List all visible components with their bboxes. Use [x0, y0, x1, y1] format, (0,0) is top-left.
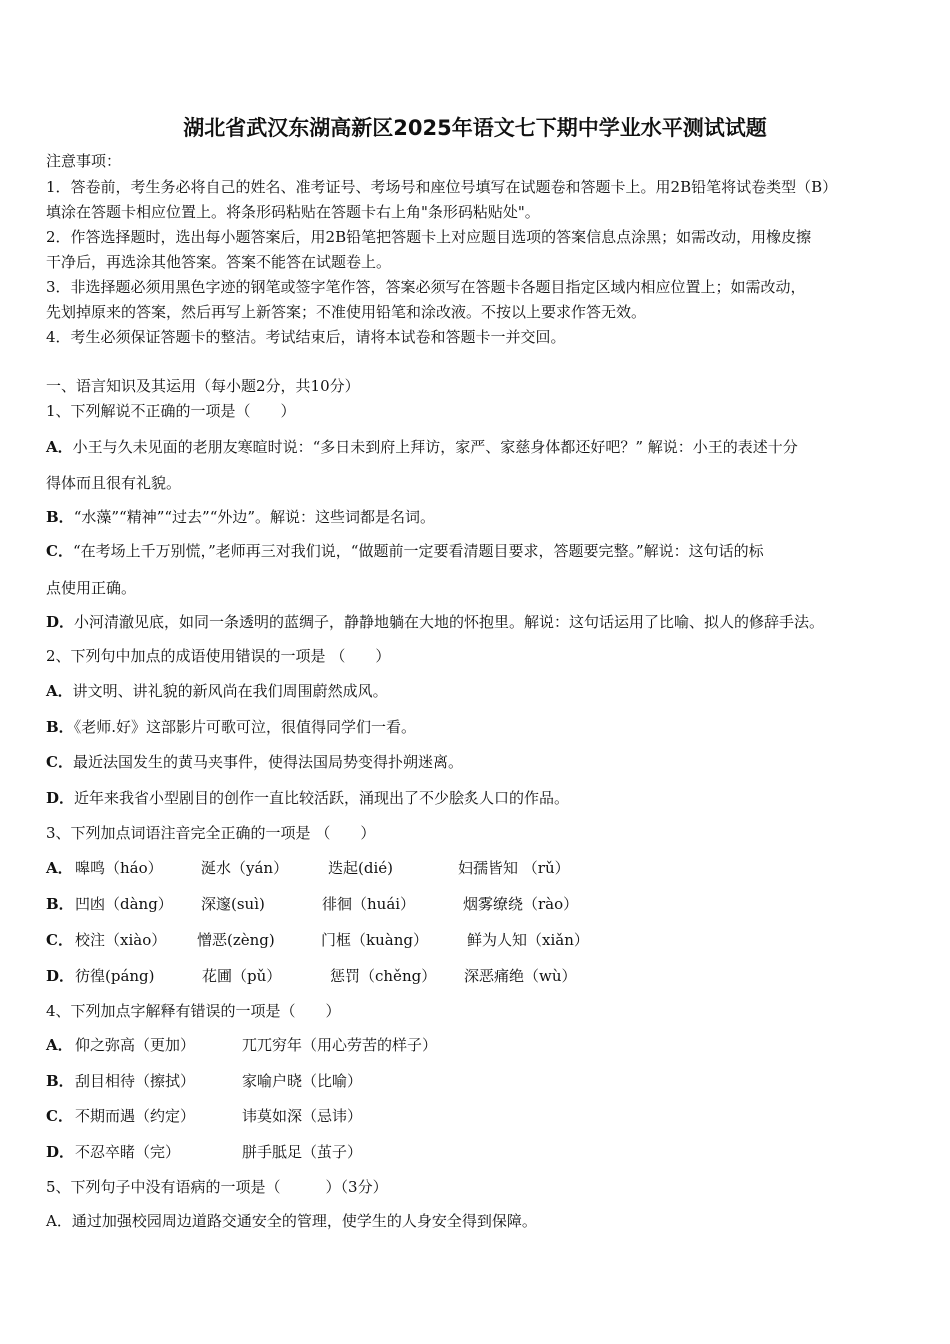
- q5-option-a: A．通过加强校园周边道路交通安全的管理，使学生的人身安全得到保障。: [46, 1212, 537, 1230]
- q2-option-d: [46, 788, 569, 808]
- q2-option-b: [46, 717, 416, 737]
- option-label: C．: [46, 1107, 73, 1125]
- pinyin-item: 鲜为人知（xiǎn）: [467, 931, 589, 949]
- page-title: 湖北省武汉东湖高新区2025年语文七下期中学业水平测试试题: [183, 116, 767, 140]
- pinyin-item: 徘徊（huái）: [322, 895, 416, 913]
- pinyin-item: 花圃（pǔ）: [202, 967, 282, 985]
- question-3-stem: 3、下列加点词语注音完全正确的一项是 （ ）: [46, 824, 376, 842]
- option-label: D．: [46, 789, 75, 807]
- q1-option-b: [46, 507, 435, 527]
- notice-line: 4．考生必须保证答题卡的整洁。考试结束后，请将本试卷和答题卡一并交回。: [46, 328, 566, 346]
- definition-item: 不忍卒睹（完）: [75, 1143, 181, 1161]
- question-4-stem: 4、下列加点字解释有错误的一项是（ ）: [46, 1002, 341, 1020]
- definition-item: 刮目相待（擦拭）: [75, 1072, 196, 1090]
- option-label: C．: [46, 753, 73, 771]
- notice-line: 先划掉原来的答案，然后再写上新答案；不准使用铅笔和涂改液。不按以上要求作答无效。: [46, 303, 647, 321]
- pinyin-item: 深恶痛绝（wù）: [464, 967, 577, 985]
- section-heading: 一、语言知识及其运用（每小题2分，共10分）: [46, 377, 360, 395]
- definition-item: 仰之弥高（更加）: [75, 1036, 196, 1054]
- definition-item: 胼手胝足（茧子）: [242, 1143, 363, 1161]
- q2-option-c: [46, 752, 463, 772]
- pinyin-item: 凹凼（dàng）: [75, 895, 173, 913]
- pinyin-item: 烟雾缭绕（rào）: [463, 895, 579, 913]
- option-label: A．: [46, 438, 73, 456]
- option-text: 讲文明、讲礼貌的新风尚在我们周围蔚然成风。: [72, 682, 388, 700]
- option-label: A．: [46, 859, 73, 877]
- option-label: B．: [46, 895, 74, 913]
- definition-item: 讳莫如深（忌讳）: [242, 1107, 363, 1125]
- option-label: A．: [46, 682, 73, 700]
- option-label: C．: [46, 542, 73, 560]
- option-label: D．: [46, 1143, 75, 1161]
- notice-line: 干净后，再选涂其他答案。答案不能答在试题卷上。: [46, 253, 392, 271]
- option-label: A．: [46, 1036, 73, 1054]
- option-text: “水藻”“精神”“过去”“外边”。解说：这些词都是名词。: [73, 508, 436, 526]
- q1-option-d: [46, 612, 824, 632]
- pinyin-item: 涎水（yán）: [201, 859, 289, 877]
- question-1-stem: 1、下列解说不正确的一项是（ ）: [46, 402, 296, 420]
- option-text: 最近法国发生的黄马夹事件，使得法国局势变得扑朔迷离。: [72, 753, 463, 771]
- q1-option-a: [46, 437, 798, 457]
- option-text: 《老师.好》这部影片可歌可泣，很值得同学们一看。: [73, 718, 416, 736]
- notice-line: 1．答卷前，考生务必将自己的姓名、准考证号、考场号和座位号填写在试题卷和答题卡上。用2B铅笔将试卷类型（B）: [46, 178, 838, 196]
- notice-line: 填涂在答题卡相应位置上。将条形码粘贴在答题卡右上角"条形码粘贴处"。: [46, 203, 540, 221]
- pinyin-item: 彷徨(páng): [75, 967, 155, 985]
- pinyin-item: 门框（kuàng）: [321, 931, 428, 949]
- option-label: C．: [46, 931, 73, 949]
- question-2-stem: 2、下列句中加点的成语使用错误的一项是 （ ）: [46, 647, 391, 665]
- definition-item: 家喻户晓（比喻）: [242, 1072, 363, 1090]
- notice-line: 3．非选择题必须用黑色字迹的钢笔或签字笔作答，答案必须写在答题卡各题目指定区域内相应位置上；如需改动，: [46, 278, 806, 296]
- pinyin-item: 妇孺皆知 （rǔ）: [458, 859, 570, 877]
- q2-option-a: [46, 681, 388, 701]
- pinyin-item: 深邃(suì): [201, 895, 265, 913]
- q1-option-a-cont: 得体而且很有礼貌。: [46, 474, 182, 492]
- notice-heading: 注意事项：: [46, 152, 122, 170]
- pinyin-item: 嗥鸣（háo）: [75, 859, 163, 877]
- option-label: B．: [46, 1072, 74, 1090]
- notice-line: 2．作答选择题时，选出每小题答案后，用2B铅笔把答题卡上对应题目选项的答案信息点涂黑；如需改动，用橡皮擦: [46, 228, 812, 246]
- option-text: 小王与久未见面的老朋友寒暄时说：“多日未到府上拜访，家严、家慈身体都还好吧？” 解说：小王的表述十分: [72, 438, 798, 456]
- option-label: D．: [46, 613, 75, 631]
- pinyin-item: 校注（xiào）: [75, 931, 167, 949]
- pinyin-item: 迭起(dié): [328, 859, 393, 877]
- option-text: “在考场上千万别慌，”老师再三对我们说，“做题前一定要看清题目要求，答题要完整。”解说：这句话的标: [72, 542, 764, 560]
- question-5-stem: 5、下列句子中没有语病的一项是（ ）（3分）: [46, 1178, 388, 1196]
- q1-option-c: [46, 541, 764, 561]
- definition-item: 兀兀穷年（用心劳苦的样子）: [242, 1036, 438, 1054]
- option-text: 小河清澈见底，如同一条透明的蓝绸子，静静地躺在大地的怀抱里。解说：这句话运用了比喻、拟人的修辞手法。: [74, 613, 825, 631]
- option-text: 近年来我省小型剧目的创作一直比较活跃，涌现出了不少脍炙人口的作品。: [74, 789, 570, 807]
- pinyin-item: 惩罚（chěng）: [330, 967, 437, 985]
- definition-item: 不期而遇（约定）: [75, 1107, 196, 1125]
- option-label: B．: [46, 718, 74, 736]
- pinyin-item: 憎恶(zèng): [197, 931, 275, 949]
- option-label: D．: [46, 967, 75, 985]
- option-label: B．: [46, 508, 74, 526]
- q1-option-c-cont: 点使用正确。: [46, 579, 137, 597]
